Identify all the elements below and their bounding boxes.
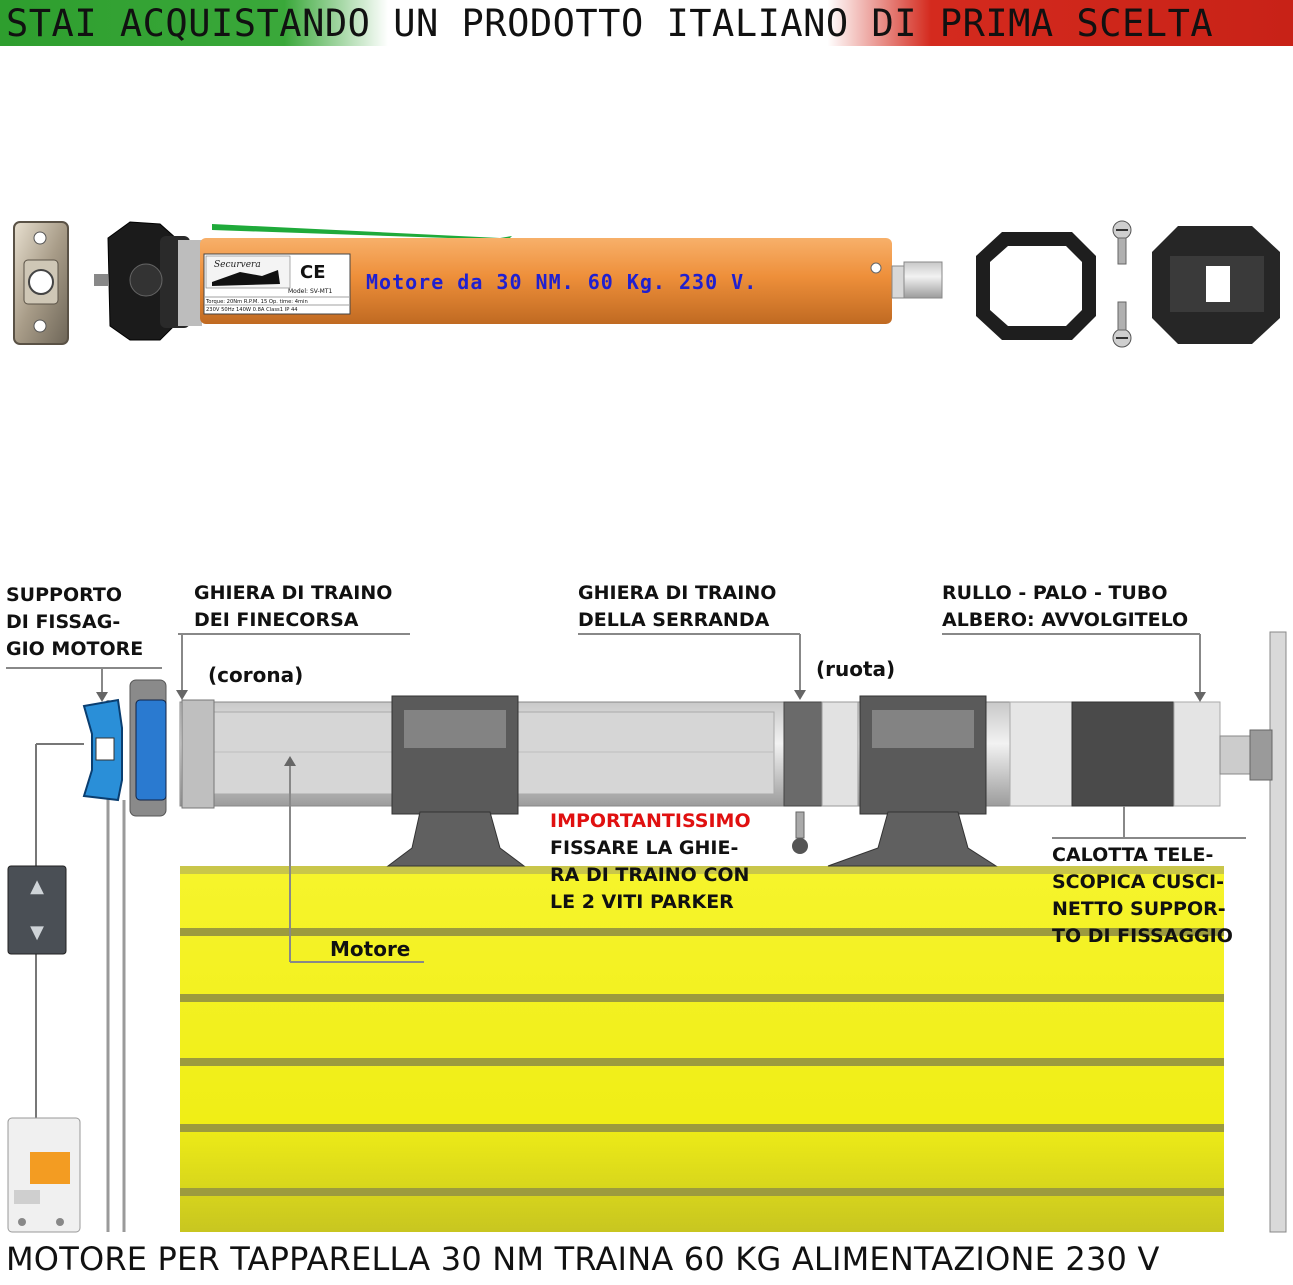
label-line: DEI FINECORSA xyxy=(194,609,359,631)
arrow-down-icon: ▼ xyxy=(30,922,44,943)
motor-label-plate xyxy=(204,254,350,314)
label-motore: Motore xyxy=(330,937,411,961)
crown-ring-photo xyxy=(976,232,1096,340)
label-line: DI FISSAG- xyxy=(6,611,121,633)
label-row-2: 230V 50Hz 140W 0.8A Class1 IP 44 xyxy=(206,307,298,313)
antenna-wire xyxy=(212,224,512,240)
label-drive-ring xyxy=(578,580,776,634)
label-model: Model: SV-MT1 xyxy=(288,288,333,295)
label-line: ALBERO: AVVOLGITELO xyxy=(942,609,1189,631)
label-line: NETTO SUPPOR- xyxy=(1052,898,1226,920)
ce-mark: CE xyxy=(300,262,326,283)
circuit-breaker xyxy=(8,1118,80,1232)
arrow-up-icon: ▲ xyxy=(30,876,44,897)
label-line: RULLO - PALO - TUBO xyxy=(942,582,1168,604)
label-line: SUPPORTO xyxy=(6,584,123,606)
label-important xyxy=(550,808,751,916)
label-line: LE 2 VITI PARKER xyxy=(550,891,734,913)
screw-icon xyxy=(1113,221,1131,264)
label-line: CALOTTA TELE- xyxy=(1052,844,1214,866)
label-line: TO DI FISSAGGIO xyxy=(1052,925,1233,947)
label-row-1: Torque: 20Nm R.P.M. 15 Op. time: 4min xyxy=(206,299,308,305)
label-support xyxy=(6,582,143,663)
tube-support-left xyxy=(388,696,524,866)
label-cap xyxy=(1052,842,1233,950)
important-title: IMPORTANTISSIMO xyxy=(550,810,751,832)
motor-caption: Motore da 30 NM. 60 Kg. 230 V. xyxy=(366,270,758,294)
drive-wheel-photo xyxy=(1152,226,1280,344)
wall-post xyxy=(1270,632,1286,1232)
label-line: RA DI TRAINO CON xyxy=(550,864,750,886)
label-ruota: (ruota) xyxy=(816,657,896,681)
label-line: FISSARE LA GHIE- xyxy=(550,837,739,859)
label-corona: (corona) xyxy=(208,663,304,687)
screw-icon xyxy=(1113,302,1131,347)
banner-title: STAI ACQUISTANDO UN PRODOTTO ITALIANO DI PRIMA SCELTA xyxy=(6,2,1214,45)
limit-ring-corona xyxy=(182,700,214,808)
label-roller xyxy=(942,580,1188,634)
up-down-switch xyxy=(8,866,66,954)
label-line: GHIERA DI TRAINO xyxy=(194,582,393,604)
label-line: GHIERA DI TRAINO xyxy=(578,582,777,604)
footer-title: MOTORE PER TAPPARELLA 30 NM TRAINA 60 KG ALIMENTAZIONE 230 V xyxy=(6,1240,1160,1278)
label-limit-ring xyxy=(194,580,392,634)
motor-head-photo xyxy=(94,222,202,340)
drive-wheel-ruota xyxy=(784,702,822,806)
parker-screw-icon xyxy=(792,812,808,854)
motor-shaft xyxy=(904,262,942,298)
label-line: GIO MOTORE xyxy=(6,638,144,660)
label-line: DELLA SERRANDA xyxy=(578,609,770,631)
label-brand: Securvera xyxy=(214,260,261,270)
label-line: SCOPICA CUSCI- xyxy=(1052,871,1224,893)
telescopic-cap xyxy=(1072,702,1174,806)
mounting-bracket-photo xyxy=(14,222,68,344)
